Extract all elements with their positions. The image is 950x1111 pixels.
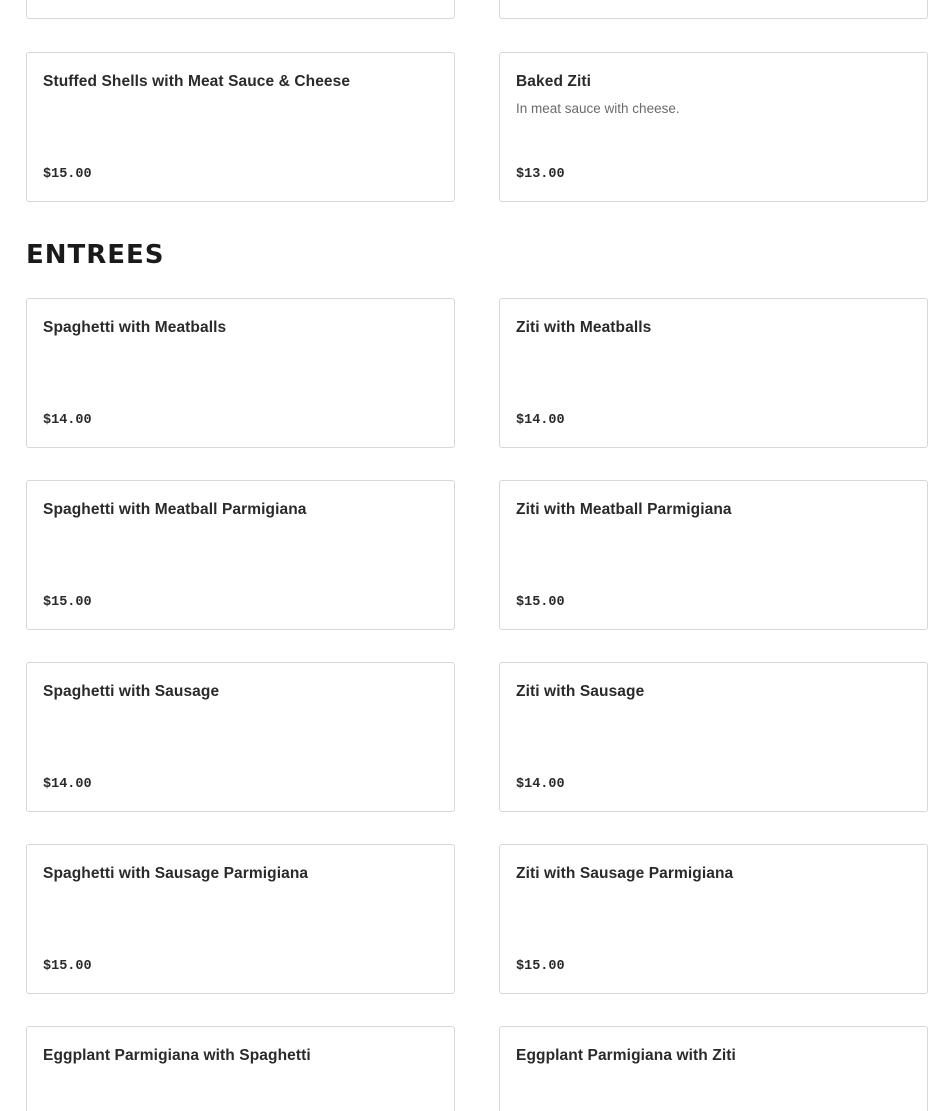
menu-item-price: $15.00 (43, 167, 92, 182)
menu-item-price: $15.00 (43, 959, 92, 974)
menu-item-card[interactable] (499, 298, 928, 448)
menu-item-name: Eggplant Parmigiana with Ziti (516, 1047, 736, 1064)
menu-item-name: Spaghetti with Meatballs (43, 319, 227, 336)
menu-item-name: Stuffed Shells with Meat Sauce & Cheese (43, 73, 351, 90)
menu-item-name: Spaghetti with Sausage (43, 683, 220, 700)
menu-item-card[interactable] (499, 1026, 928, 1111)
menu-item-card[interactable] (26, 844, 455, 994)
menu-item-name: Ziti with Sausage (516, 683, 645, 700)
menu-item-card[interactable] (26, 52, 455, 202)
menu-item-name: Spaghetti with Sausage Parmigiana (43, 865, 309, 882)
menu-item-price: $14.00 (516, 777, 565, 792)
menu-item-price: $15.00 (43, 595, 92, 610)
menu-item-price: $14.00 (43, 413, 92, 428)
menu-item-name: Ziti with Meatball Parmigiana (516, 501, 732, 518)
menu-item-card[interactable] (499, 662, 928, 812)
menu-item-card[interactable] (26, 1026, 455, 1111)
menu-item-name: Ziti with Sausage Parmigiana (516, 865, 734, 882)
menu-item-price: $15.00 (516, 959, 565, 974)
menu-item-price: $15.00 (516, 595, 565, 610)
section-title-entrees: ENTREES (26, 240, 165, 270)
menu-item-name: Eggplant Parmigiana with Spaghetti (43, 1047, 311, 1064)
menu-item-card[interactable] (26, 0, 455, 19)
menu-item-price: $14.00 (43, 777, 92, 792)
menu-item-description: In meat sauce with cheese. (516, 101, 680, 116)
menu-item-name: Baked Ziti (516, 73, 592, 90)
menu-item-card[interactable] (499, 52, 928, 202)
menu-item-price: $14.00 (516, 413, 565, 428)
menu-item-card[interactable] (499, 0, 928, 19)
menu-item-price: $13.00 (516, 167, 565, 182)
menu-item-card[interactable] (26, 298, 455, 448)
menu-item-card[interactable] (26, 480, 455, 630)
menu-item-card[interactable] (26, 662, 455, 812)
menu-item-card[interactable] (499, 480, 928, 630)
menu-item-name: Ziti with Meatballs (516, 319, 652, 336)
menu-item-name: Spaghetti with Meatball Parmigiana (43, 501, 307, 518)
menu-item-card[interactable] (499, 844, 928, 994)
